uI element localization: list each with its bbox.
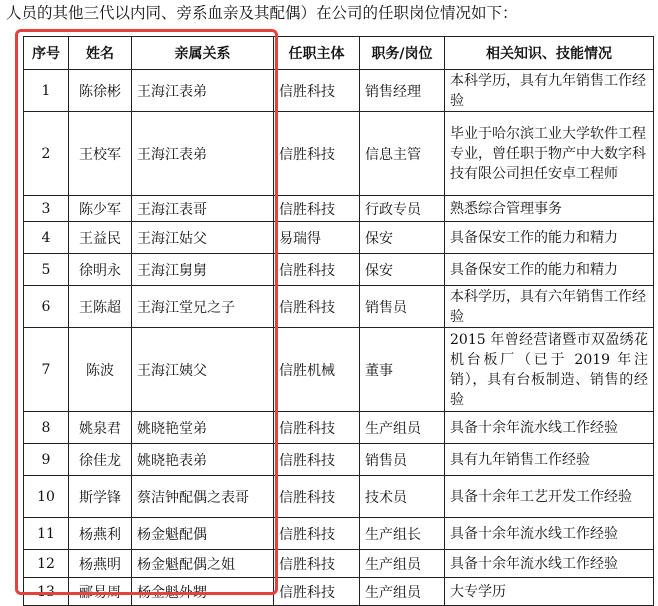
cell-skills: 具备十余年流水线工作经验	[445, 518, 654, 550]
cell-position: 生产组员	[360, 578, 445, 606]
header-skills: 相关知识、技能情况	[445, 37, 654, 70]
cell-employer: 信胜科技	[274, 550, 360, 578]
cell-name: 徐明永	[69, 254, 132, 286]
cell-position: 信息主管	[360, 112, 445, 196]
cell-relation: 王海江姑父	[132, 222, 274, 254]
table-row	[24, 444, 654, 476]
cell-employer: 信胜机械	[274, 328, 360, 412]
cell-position: 销售经理	[360, 70, 445, 112]
cell-skills: 具备保安工作的能力和精力	[445, 222, 654, 254]
cell-position: 生产组员	[360, 550, 445, 578]
cell-name: 王校军	[69, 112, 132, 196]
cell-no: 1	[24, 70, 69, 112]
cell-relation: 王海江表弟	[132, 112, 274, 196]
cell-employer: 信胜科技	[274, 286, 360, 328]
table-header-row	[24, 37, 654, 70]
cell-employer: 信胜科技	[274, 444, 360, 476]
cell-position: 生产组员	[360, 412, 445, 444]
cell-position: 销售员	[360, 286, 445, 328]
cell-employer: 信胜科技	[274, 254, 360, 286]
cell-no: 9	[24, 444, 69, 476]
cell-name: 徐佳龙	[69, 444, 132, 476]
header-name: 姓名	[69, 37, 132, 70]
cell-relation: 杨金魁配偶	[132, 518, 274, 550]
header-no: 序号	[24, 37, 69, 70]
table-row	[24, 196, 654, 222]
cell-relation: 王海江堂兄之子	[132, 286, 274, 328]
cell-skills: 2015 年曾经营诸暨市双盈绣花机台板厂（已于 2019 年注销），具有台板制造、销售的经验	[445, 328, 654, 412]
header-position: 职务/岗位	[360, 37, 445, 70]
cell-skills: 毕业于哈尔滨工业大学软件工程专业，曾任职于物产中大数字科技有限公司担任安卓工程师	[445, 112, 654, 196]
cell-name: 杨燕利	[69, 518, 132, 550]
cell-skills: 大专学历	[445, 578, 654, 606]
cell-skills: 具备十余年流水线工作经验	[445, 550, 654, 578]
cell-no: 13	[24, 578, 69, 606]
cell-name: 郦易周	[69, 578, 132, 606]
cell-name: 陈波	[69, 328, 132, 412]
cell-employer: 信胜科技	[274, 196, 360, 222]
cell-skills: 具备保安工作的能力和精力	[445, 254, 654, 286]
cell-no: 10	[24, 476, 69, 518]
table-row	[24, 578, 654, 606]
cell-relation: 杨金魁配偶之姐	[132, 550, 274, 578]
cell-no: 5	[24, 254, 69, 286]
cell-employer: 易瑞得	[274, 222, 360, 254]
cell-employer: 信胜科技	[274, 578, 360, 606]
table-row	[24, 412, 654, 444]
table-row	[24, 112, 654, 196]
cell-relation: 杨金魁外甥	[132, 578, 274, 606]
cell-position: 生产组长	[360, 518, 445, 550]
cell-skills: 本科学历，具有九年销售工作经验	[445, 70, 654, 112]
relatives-table	[23, 36, 654, 606]
cell-employer: 信胜科技	[274, 70, 360, 112]
table-row	[24, 286, 654, 328]
cell-skills: 熟悉综合管理事务	[445, 196, 654, 222]
cell-no: 7	[24, 328, 69, 412]
cell-position: 保安	[360, 254, 445, 286]
table-row	[24, 550, 654, 578]
cell-no: 3	[24, 196, 69, 222]
cell-relation: 王海江姨父	[132, 328, 274, 412]
cell-name: 陈少军	[69, 196, 132, 222]
intro-text: 人员的其他三代以内同、旁系血亲及其配偶）在公司的任职岗位情况如下：	[6, 4, 518, 22]
cell-relation: 王海江表弟	[132, 70, 274, 112]
cell-employer: 信胜科技	[274, 518, 360, 550]
cell-no: 8	[24, 412, 69, 444]
cell-no: 12	[24, 550, 69, 578]
cell-skills: 具备十余年工艺开发工作经验	[445, 476, 654, 518]
cell-relation: 姚晓艳表弟	[132, 444, 274, 476]
header-employer: 任职主体	[274, 37, 360, 70]
cell-no: 2	[24, 112, 69, 196]
cell-name: 陈徐彬	[69, 70, 132, 112]
cell-name: 斯学锋	[69, 476, 132, 518]
table-row	[24, 476, 654, 518]
cell-employer: 信胜科技	[274, 412, 360, 444]
cell-skills: 本科学历，具有六年销售工作经验	[445, 286, 654, 328]
cell-skills: 具有九年销售工作经验	[445, 444, 654, 476]
cell-relation: 蔡洁钟配偶之表哥	[132, 476, 274, 518]
cell-name: 王益民	[69, 222, 132, 254]
cell-position: 董事	[360, 328, 445, 412]
cell-name: 杨燕明	[69, 550, 132, 578]
cell-no: 6	[24, 286, 69, 328]
header-relation: 亲属关系	[132, 37, 274, 70]
cell-no: 4	[24, 222, 69, 254]
cell-skills: 具备十余年流水线工作经验	[445, 412, 654, 444]
cell-position: 行政专员	[360, 196, 445, 222]
table-row	[24, 70, 654, 112]
cell-relation: 姚晓艳堂弟	[132, 412, 274, 444]
cell-position: 销售员	[360, 444, 445, 476]
cell-employer: 信胜科技	[274, 112, 360, 196]
table-row	[24, 518, 654, 550]
cell-name: 姚泉君	[69, 412, 132, 444]
cell-position: 保安	[360, 222, 445, 254]
table-row	[24, 328, 654, 412]
cell-name: 王陈超	[69, 286, 132, 328]
cell-no: 11	[24, 518, 69, 550]
table-row	[24, 254, 654, 286]
cell-relation: 王海江舅舅	[132, 254, 274, 286]
cell-relation: 王海江表哥	[132, 196, 274, 222]
cell-employer: 信胜科技	[274, 476, 360, 518]
cell-position: 技术员	[360, 476, 445, 518]
table-row	[24, 222, 654, 254]
